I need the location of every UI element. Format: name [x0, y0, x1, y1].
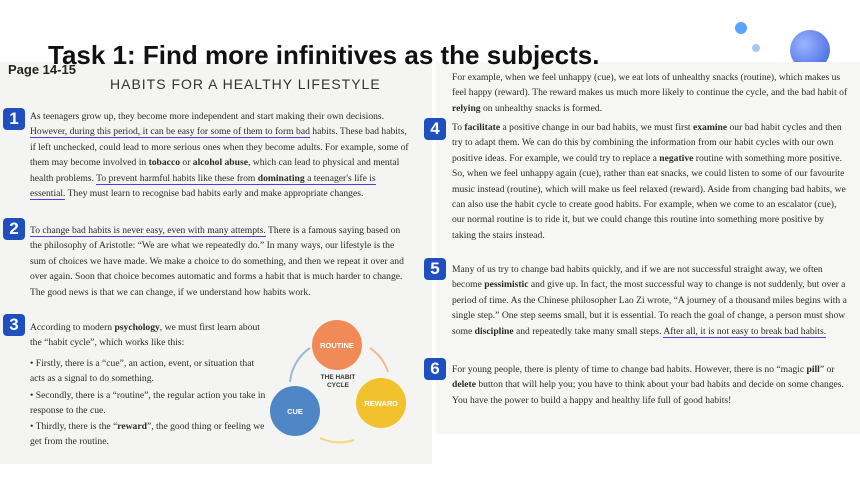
paragraph-number-badge: 6	[424, 358, 446, 380]
paragraph-number-badge: 2	[3, 218, 25, 240]
paragraph-1: As teenagers grow up, they become more independent and start making their own decisions. However, during this period, it can be easy for some of them to form bad habits. These bad habits, if left unchecked, could lead to more serious ones when they become adults. For example, some of them may become involved in tobacco or alcohol abuse, which can lead to physical and mental health problems. To prevent harmful habits like these from dominating a teenager's life is essential. They must learn to recognise bad habits early and make appropriate changes.	[30, 111, 409, 200]
paragraph-number-badge: 5	[424, 258, 446, 280]
paragraph-2: To change bad habits is never easy, even with many attempts. There is a famous saying based on the philosophy of Aristotle: “We are what we repeatedly do.” In many ways, our lifestyle is the sum of choices we have made. We make a choice to do something, and then we repeat it over and over again. Soon that choice becomes automatic and forms a habit that is much harder to change. The good news is that we can change, if we understand how habits work.	[30, 225, 404, 298]
page-label: Page 14-15	[8, 62, 76, 77]
paragraph-5: Many of us try to change bad habits quickly, and if we are not successful straight away, we often become pessimistic and give up. In fact, the most successful way to change is not suddenly, but over a period of time. As the Chinese philosopher Lao Zi wrote, “A journey of a thousand miles begins with a single step.” One step seems small, but it is essential. To reach the goal of change, a person must show some discipline and repeatedly take many small steps. After all, it is not easy to break bad habits.	[452, 264, 847, 337]
task-title: Task 1: Find more infinitives as the subjects.	[48, 40, 600, 70]
paragraph-3: According to modern psychology, we must first learn about the “habit cycle”, which works like this:	[30, 322, 260, 349]
article-heading: HABITS FOR A HEALTHY LIFESTYLE	[110, 76, 381, 92]
paragraph-number-badge: 4	[424, 118, 446, 140]
cycle-center-label: THE HABIT CYCLE	[320, 374, 356, 389]
paragraph-continued: For example, when we feel unhappy (cue), we eat lots of unhealthy snacks (routine), which makes us feel happy (reward). The reward makes us much more likely to continue the cycle, and the bad habit of relying on unhealthy snacks is formed.	[452, 72, 848, 114]
list-item: • Firstly, there is a “cue”, an action, event, or situation that acts as a signal to do something.	[30, 358, 255, 385]
cycle-routine: ROUTINE	[312, 320, 362, 370]
paragraph-number-badge: 3	[3, 314, 25, 336]
list-item: • Secondly, there is a “routine”, the regular action you take in response to the cue.	[30, 390, 266, 417]
decorative-dot	[752, 44, 760, 52]
underlined-sentence: After all, it is not easy to break bad habits.	[663, 325, 827, 337]
underlined-sentence: However, during this period, it can be easy for some of them to form bad	[30, 126, 310, 138]
paragraph-6: For young people, there is plenty of time to change bad habits. However, there is no “magic pill” or delete button that will help you; you have to think about your bad habits and decide on some changes. You have the power to build a happy and healthy life full of good habits!	[452, 364, 844, 406]
underlined-sentence: To prevent harmful habits like these from dominating a teenager's life is essential.	[30, 172, 376, 200]
cycle-reward: REWARD	[356, 378, 406, 428]
habit-cycle-diagram	[270, 320, 410, 450]
cycle-cue: CUE	[270, 386, 320, 436]
paragraph-number-badge: 1	[3, 108, 25, 130]
list-item: • Thirdly, there is the “reward”, the good thing or feeling we get from the routine.	[30, 421, 265, 448]
underlined-sentence: To change bad habits is never easy, even with many attempts.	[30, 225, 266, 236]
decorative-dot	[735, 22, 747, 34]
paragraph-4: To facilitate a positive change in our bad habits, we must first examine our bad habit cycles and then try to adapt them. We can do this by combining the information from our habit cycles with our own positive ideas. For example, we could try to replace a negative routine with something more positive. So, when we feel unhappy again (cue), rather than eat snacks, we could listen to some of our favourite music instead (routine), which will make us feel relaxed (reward). Aside from changing bad habits, we can also use the habit cycle to create good habits. For example, when we come to an escalator (cue), our normal routine is to ride it, but we could change this routine into something more positive by taking the stairs instead.	[452, 122, 846, 241]
